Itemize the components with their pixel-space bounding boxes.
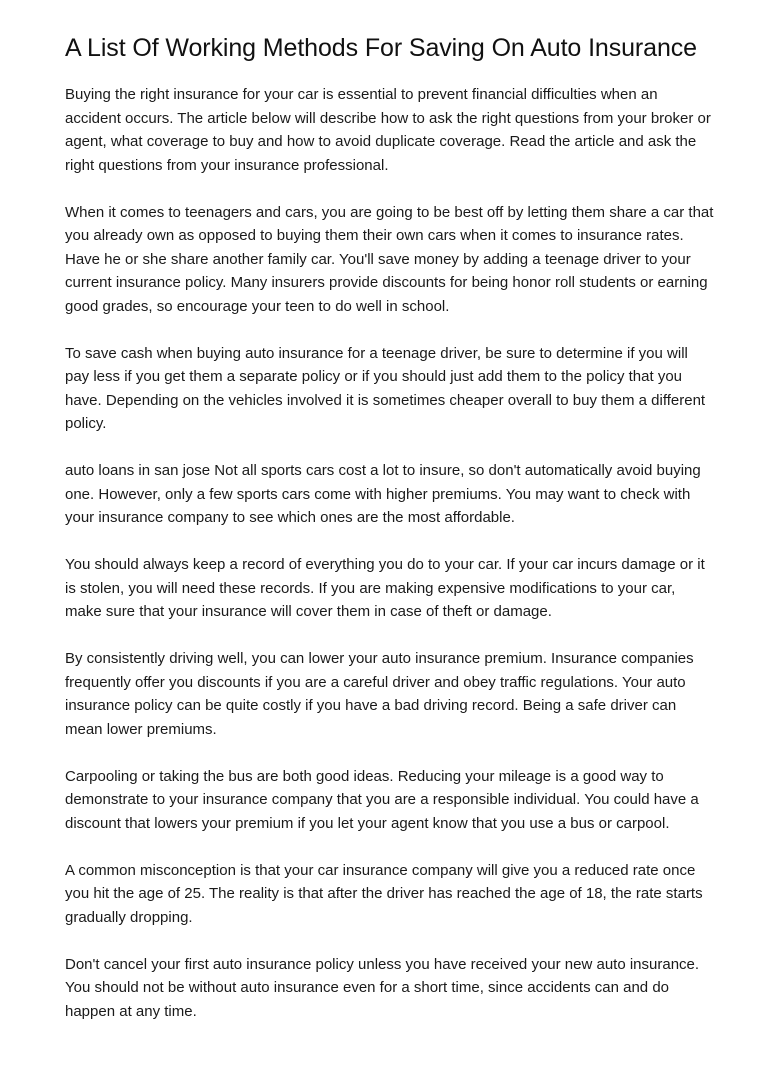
paragraph-teenagers-cars: When it comes to teenagers and cars, you are going to be best off by letting them share a car that you already own as opposed to buying them their own cars when it comes to insurance rates. Have he or she share another family car. You'll save money by adding a teenage driver to your current insurance policy. Many insurers provide discounts for being honor roll students or earning good grades, so encourage your teen to do well in school. <box>65 203 714 315</box>
page-title: A List Of Working Methods For Saving On Auto Insurance <box>65 34 697 62</box>
paragraph-safe-driving: By consistently driving well, you can lower your auto insurance premium. Insurance companies frequently offer you discounts if you are a careful driver and obey traffic regulations. Your auto insurance policy can be quite costly if you have a bad driving record. Being a safe driver can mean lower premiums. <box>65 650 694 738</box>
paragraph-cancel-policy: Don't cancel your first auto insurance policy unless you have received your new auto insurance. You should not be without auto insurance even for a short time, since accidents can and do happen at any time. <box>65 955 700 1020</box>
paragraph-age-misconception: A common misconception is that your car insurance company will give you a reduced rate once you hit the age of 25. The reality is that after the driver has reached the age of 18, the rate starts gradually dropping. <box>65 861 703 926</box>
paragraph-car-records: You should always keep a record of everything you do to your car. If your car incurs damage or it is stolen, you will need these records. If you are making expensive modifications to your car, make sure that your insurance will cover them in case of theft or damage. <box>65 556 705 620</box>
paragraph-teen-policy: To save cash when buying auto insurance for a teenage driver, be sure to determine if you will pay less if you get them a separate policy or if you should just add them to the policy that you have. Depending on the vehicles involved it is sometimes cheaper overall to buy them a different policy. <box>65 344 706 432</box>
paragraph-carpooling: Carpooling or taking the bus are both good ideas. Reducing your mileage is a good way to demonstrate to your insurance company that you are a responsible individual. You could have a discount that lowers your premium if you let your agent know that you use a bus or carpool. <box>65 767 699 832</box>
paragraph-sports-cars: auto loans in san jose Not all sports cars cost a lot to insure, so don't automatically avoid buying one. However, only a few sports cars come with higher premiums. You may want to check with your insurance company to see which ones are the most affordable. <box>65 462 701 526</box>
paragraph-intro: Buying the right insurance for your car is essential to prevent financial difficulties when an accident occurs. The article below will describe how to ask the right questions from your broker or agent, what coverage to buy and how to avoid duplicate coverage. Read the article and ask the right questions from your insurance professional. <box>65 86 711 174</box>
